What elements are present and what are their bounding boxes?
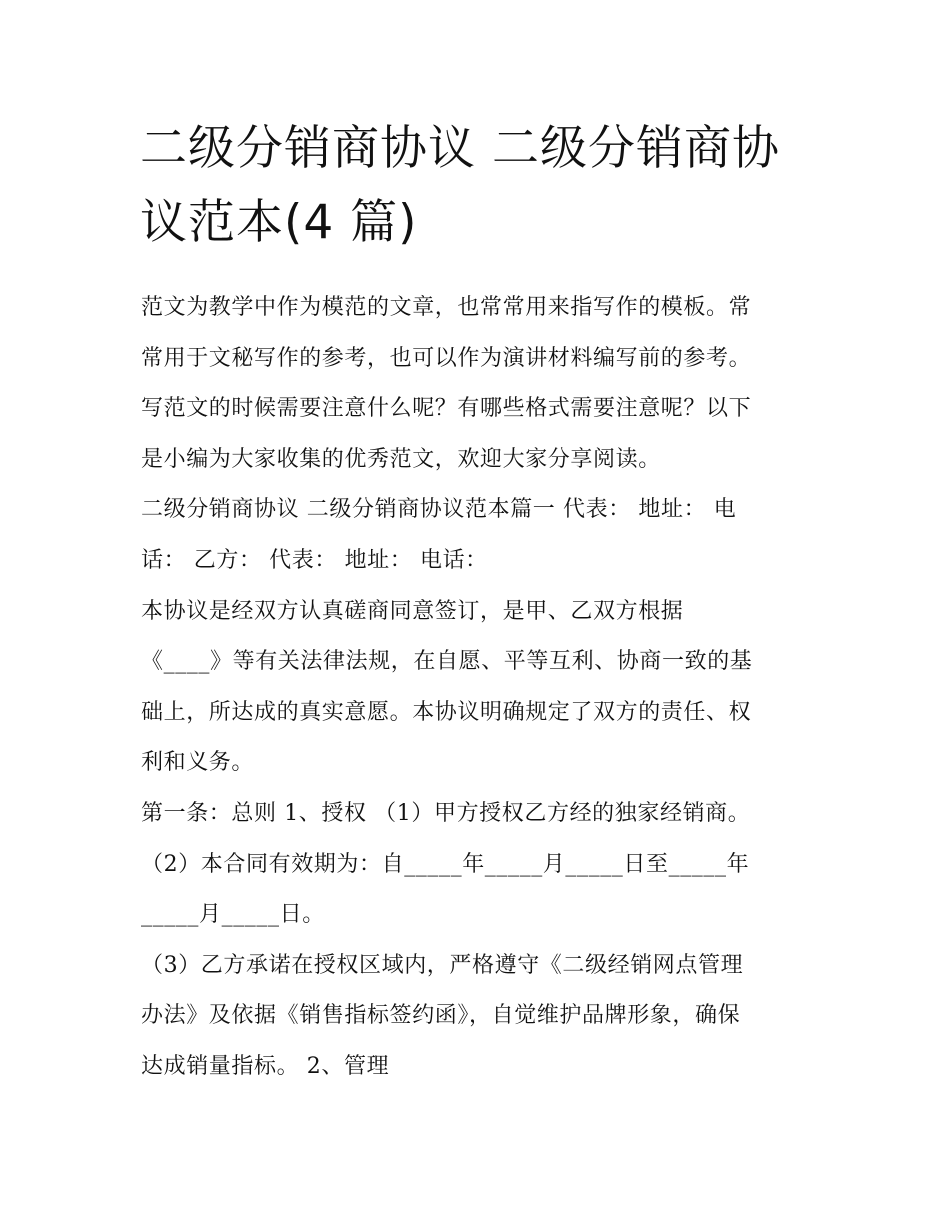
- body-line: 二级分销商协议 二级分销商协议范本篇一 代表： 地址： 电: [141, 497, 737, 523]
- body-line: 达成销量指标。 2、管理: [141, 1053, 390, 1079]
- body-line: 常用于文秘写作的参考，也可以作为演讲材料编写前的参考。: [141, 345, 752, 371]
- body-line: 利和义务。: [141, 750, 255, 776]
- body-line: （3）乙方承诺在授权区域内，严格遵守《二级经销网点管理: [141, 952, 744, 978]
- document-title: [140, 112, 830, 260]
- title-line-1: 二级分销商协议 二级分销商协: [140, 121, 780, 176]
- body-line: 范文为教学中作为模范的文章，也常常用来指写作的模板。常: [141, 295, 752, 320]
- body-line: 本协议是经双方认真磋商同意签订，是甲、乙双方根据: [141, 598, 684, 624]
- body-line: 办法》及依据《销售指标签约函》，自觉维护品牌形象，确保: [141, 1003, 741, 1029]
- title-line-2: 议范本(4 篇): [140, 195, 418, 250]
- body-line: 础上，所达成的真实意愿。本协议明确规定了双方的责任、权: [141, 699, 752, 725]
- body-line: _____月_____日。: [141, 902, 325, 928]
- body-line: （2）本合同有效期为：自_____年_____月_____日至_____年: [141, 851, 750, 877]
- body-line: 是小编为大家收集的优秀范文，欢迎大家分享阅读。: [141, 446, 661, 472]
- document-body: [141, 283, 831, 1093]
- body-line: 第一条：总则 1、授权 （1）甲方授权乙方经的独家经销商。: [141, 800, 751, 826]
- body-line: 写范文的时候需要注意什么呢？有哪些格式需要注意呢？以下: [141, 396, 752, 422]
- body-line: 话： 乙方： 代表： 地址： 电话：: [141, 547, 488, 573]
- body-line: 《____》等有关法律法规，在自愿、平等互利、协商一致的基: [141, 649, 753, 675]
